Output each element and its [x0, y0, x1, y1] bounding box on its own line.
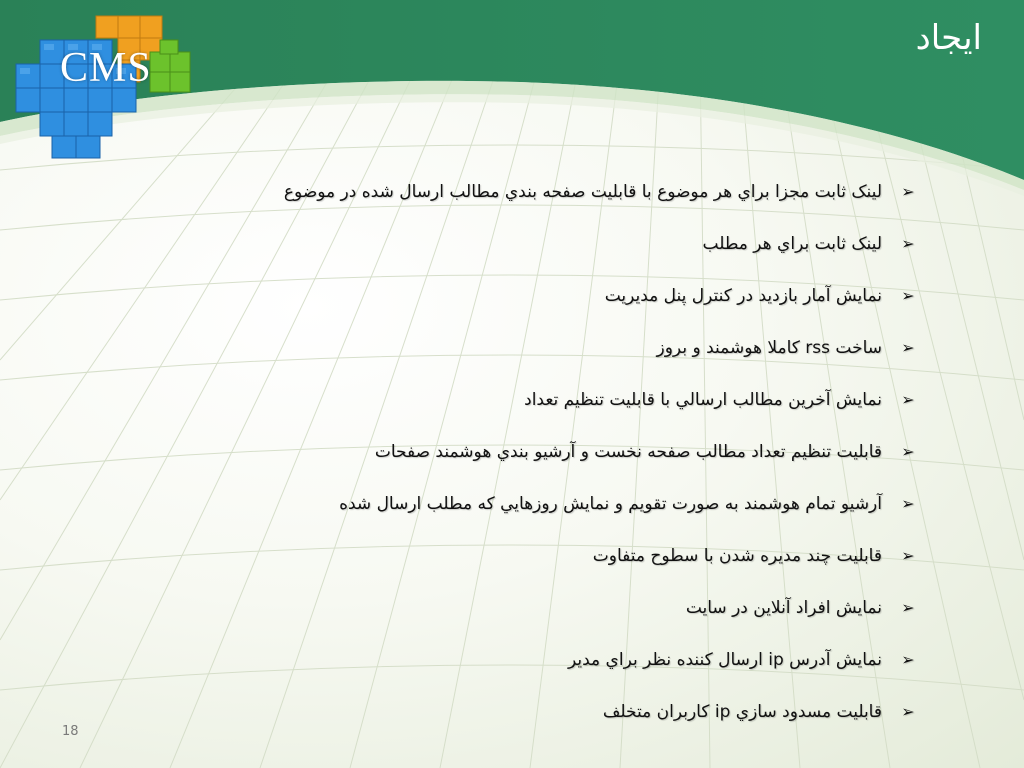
bullet-text: قابليت تنظيم تعداد مطالب صفحه نخست و آرشيو بندي هوشمند صفحات	[374, 442, 882, 462]
arrow-bullet-icon: ➢	[901, 390, 915, 409]
bullet-list	[62, 166, 915, 738]
arrow-bullet-icon: ➢	[901, 442, 915, 461]
bullet-text: نمايش آخرين مطالب ارسالي با قابليت تنظيم تعداد	[524, 390, 882, 410]
slide-title: ايجاد	[915, 18, 982, 58]
arrow-bullet-icon: ➢	[901, 182, 915, 201]
bullet-item	[62, 426, 915, 478]
bullet-text: ساخت rss کاملا هوشمند و بروز	[656, 338, 882, 358]
bullet-text: قابليت مسدود سازي ip کاربران متخلف	[602, 702, 882, 722]
arrow-bullet-icon: ➢	[901, 234, 915, 253]
slide-number: 18	[62, 724, 79, 739]
bullet-item	[62, 634, 915, 686]
bullet-text: لينک ثابت مجزا براي هر موضوع با قابليت صفحه بندي مطالب ارسال شده در موضوع	[283, 182, 882, 202]
arrow-bullet-icon: ➢	[901, 338, 915, 357]
arrow-bullet-icon: ➢	[901, 286, 915, 305]
bullet-item	[62, 478, 915, 530]
bullet-text: قابليت چند مديره شدن با سطوح متفاوت	[592, 546, 882, 566]
bullet-text: آرشيو تمام هوشمند به صورت تقويم و نمايش روزهايي که مطلب ارسال شده	[339, 494, 882, 514]
cms-logo-text: CMS	[60, 45, 152, 91]
bullet-text: نمايش آمار بازديد در کنترل پنل مديريت	[604, 286, 882, 306]
bullet-item	[62, 218, 915, 270]
bullet-item	[62, 530, 915, 582]
arrow-bullet-icon: ➢	[901, 650, 915, 669]
bullet-text: لينک ثابت براي هر مطلب	[702, 234, 882, 254]
arrow-bullet-icon: ➢	[901, 702, 915, 721]
bullet-text: نمايش افراد آنلاين در سايت	[685, 598, 882, 618]
arrow-bullet-icon: ➢	[901, 598, 915, 617]
bullet-item	[62, 322, 915, 374]
bullet-item	[62, 270, 915, 322]
bullet-item	[62, 582, 915, 634]
arrow-bullet-icon: ➢	[901, 494, 915, 513]
arrow-bullet-icon: ➢	[901, 546, 915, 565]
bullet-item	[62, 686, 915, 738]
bullet-item	[62, 166, 915, 218]
bullet-item	[62, 374, 915, 426]
bullet-text: نمايش آدرس ip ارسال کننده نظر براي مدير	[568, 650, 882, 670]
